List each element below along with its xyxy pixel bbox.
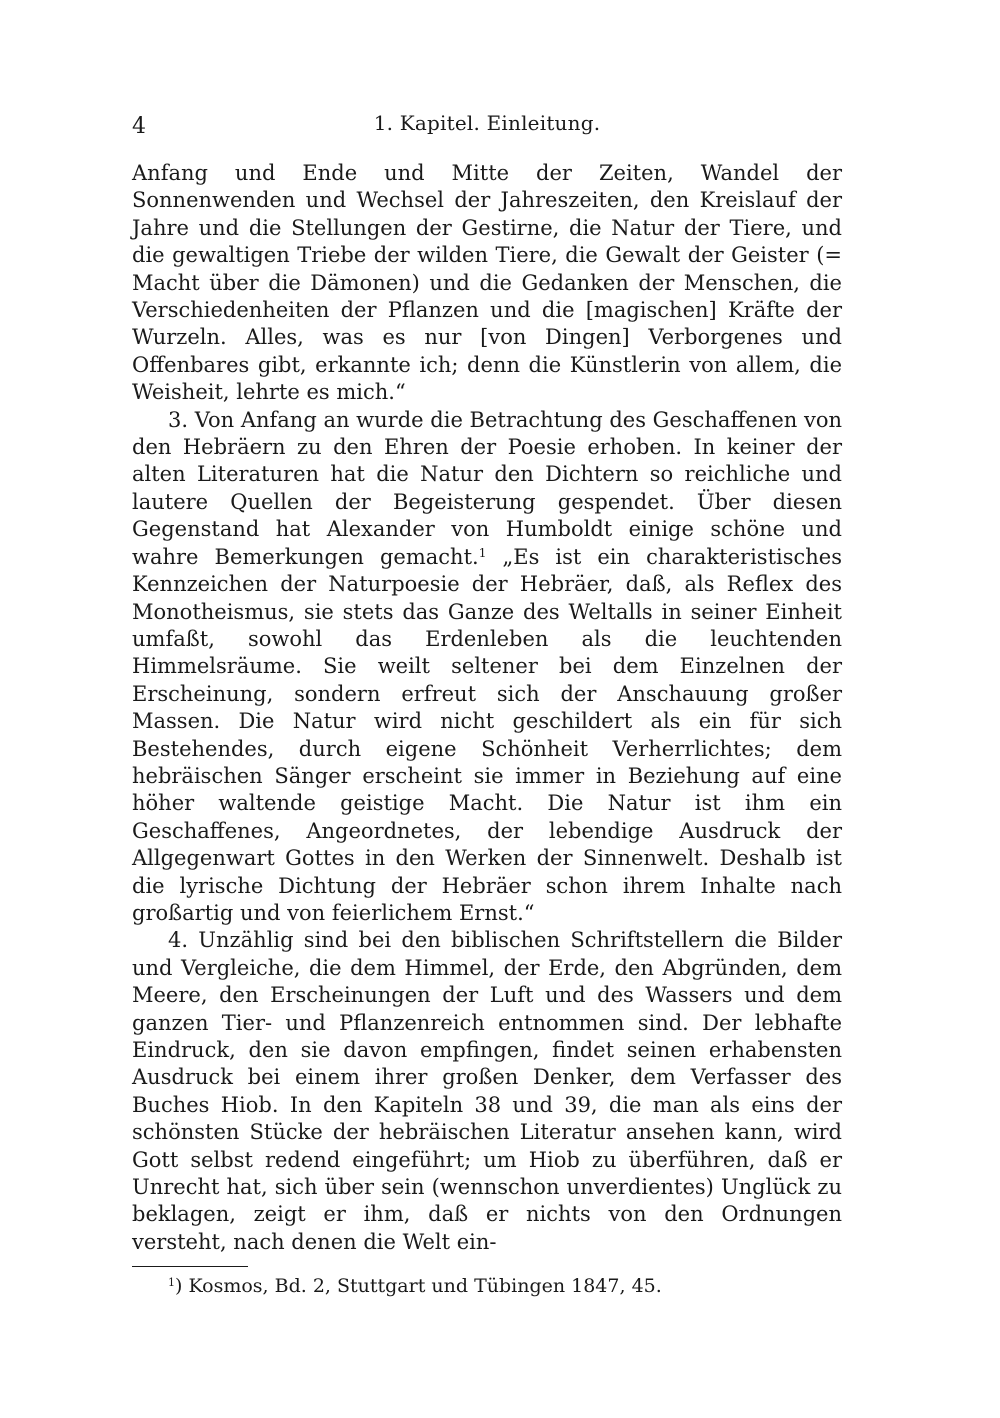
- body-text: [132, 160, 842, 1256]
- paragraph-3-text-before-note: 3. Von Anfang an wurde die Betrachtung des Geschaffenen von den Hebräern zu den Ehren der Poesie erhoben. In keiner der alten Literaturen hat die Natur den Dichtern so reichliche und lautere Quellen der Begeisterung gespendet. Über diesen Gegenstand hat Alexander von Humboldt einige schöne und wahre Bemerkungen gemacht.: [132, 407, 842, 569]
- running-head: 1. Kapitel. Einleitung.: [373, 111, 601, 135]
- paragraph-3-text-after-note: „Es ist ein charakteristisches Kennzeichen der Naturpoesie der Hebräer, daß, als Reflex des Monotheismus, sie stets das Ganze des Weltalls in seiner Einheit umfaßt, sowohl das Erdenleben als die leuchtenden Himmelsräume. Sie weilt seltener bei dem Einzelnen der Erscheinung, sondern erfreut sich der Anschauung großer Massen. Die Natur wird nicht geschildert als ein für sich Bestehendes, durch eigene Schönheit Verherrlichtes; dem hebräischen Sänger erscheint sie immer in Beziehung auf eine höher waltende geistige Macht. Die Natur ist ihm ein Geschaffenes, Angeordnetes, der lebendige Ausdruck der Allgegenwart Gottes in den Werken der Sinnenwelt. Deshalb ist die lyrische Dichtung der Hebräer schon ihrem Inhalte nach großartig und von feierlichem Ernst.“: [132, 544, 842, 925]
- page-number: 4: [132, 114, 146, 139]
- footnote-marker: 1: [168, 1276, 175, 1290]
- paragraph-3: [132, 407, 842, 928]
- page-header: [132, 108, 842, 138]
- footnote-text: ) Kosmos, Bd. 2, Stuttgart und Tübingen 1847, 45.: [175, 1275, 662, 1298]
- footnote: [132, 1274, 842, 1298]
- footnote-divider: [132, 1266, 248, 1267]
- paragraph-quote-continuation: Anfang und Ende und Mitte der Zeiten, Wandel der Sonnenwenden und Wechsel der Jahreszeiten, den Kreislauf der Jahre und die Stellungen der Gestirne, die Natur der Tiere, und die gewaltigen Triebe der wilden Tiere, die Gewalt der Geister (= Macht über die Dämonen) und die Gedanken der Menschen, die Verschiedenheiten der Pflanzen und die [magischen] Kräfte der Wurzeln. Alles, was es nur [von Dingen] Verborgenes und Offenbares gibt, erkannte ich; denn die Künstlerin von allem, die Weisheit, lehrte es mich.“: [132, 161, 842, 405]
- paragraph-4: 4. Unzählig sind bei den biblischen Schriftstellern die Bilder und Vergleiche, die dem Himmel, der Erde, den Abgründen, dem Meere, den Erscheinungen der Luft und des Wassers und dem ganzen Tier- und Pflanzenreich entnommen sind. Der lebhafte Eindruck, den sie davon empfingen, findet seinen erhabensten Ausdruck bei einem ihrer großen Denker, dem Verfasser des Buches Hiob. In den Kapiteln 38 und 39, die man als eins der schönsten Stücke der hebräischen Literatur ansehen kann, wird Gott selbst redend eingeführt; um Hiob zu überführen, daß er Unrecht hat, sich über sein (wennschon unverdientes) Unglück zu beklagen, zeigt er ihm, daß er nichts von den Ordnungen versteht, nach denen die Welt ein-: [132, 928, 842, 1254]
- book-page: [132, 108, 842, 1298]
- footnote-reference: 1: [478, 545, 487, 560]
